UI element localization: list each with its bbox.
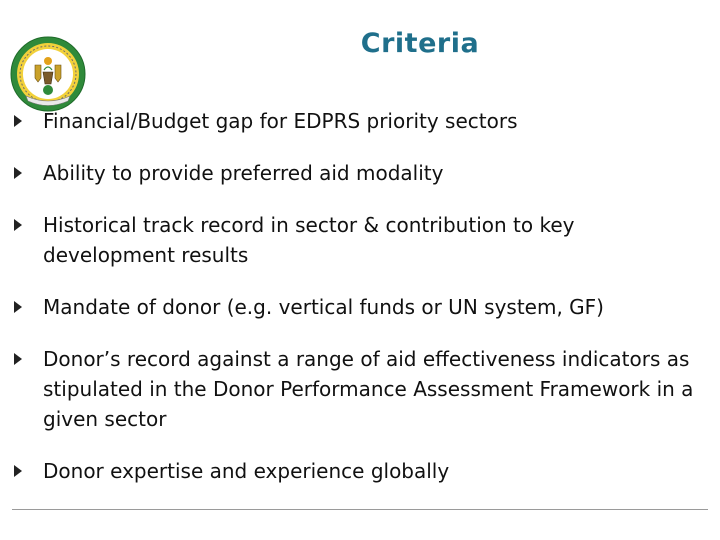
list-item — [14, 456, 704, 486]
triangle-right-icon — [14, 465, 22, 477]
triangle-right-icon — [14, 219, 22, 231]
triangle-right-icon — [14, 115, 22, 127]
list-item — [14, 106, 704, 136]
triangle-right-icon — [14, 353, 22, 365]
triangle-right-icon — [14, 167, 22, 179]
rwanda-coat-of-arms-seal-icon — [8, 34, 88, 114]
list-item-text: Mandate of donor (e.g. vertical funds or UN system, GF) — [43, 295, 604, 319]
list-item — [14, 210, 704, 270]
list-item-text: Financial/Budget gap for EDPRS priority sectors — [43, 109, 518, 133]
list-item-text: Historical track record in sector & contribution to key development results — [43, 213, 575, 267]
list-item — [14, 292, 704, 322]
triangle-right-icon — [14, 301, 22, 313]
bottom-divider — [12, 509, 708, 510]
slide-title: Criteria — [360, 28, 480, 59]
list-item-text: Donor expertise and experience globally — [43, 459, 450, 483]
list-item — [14, 344, 704, 434]
criteria-list — [14, 106, 704, 508]
list-item — [14, 158, 704, 188]
list-item-text: Ability to provide preferred aid modality — [43, 161, 444, 185]
list-item-text: Donor’s record against a range of aid effectiveness indicators as stipulated in the Donor Performance Assessment Framework in a given sector — [43, 347, 694, 431]
